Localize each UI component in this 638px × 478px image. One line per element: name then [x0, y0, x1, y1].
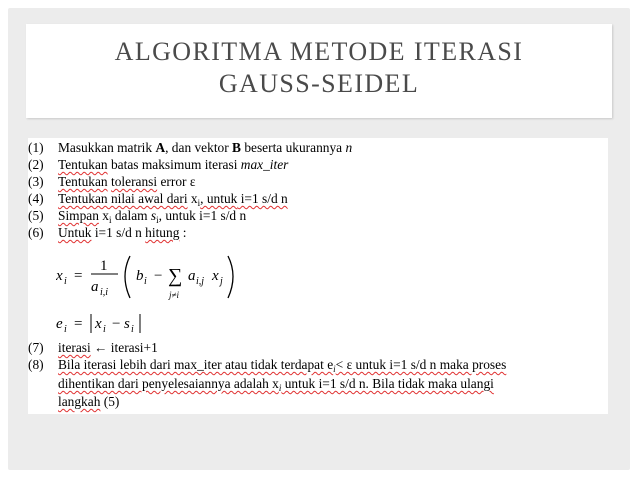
size-var: n: [345, 140, 353, 155]
max-iter-var: max_iter: [240, 157, 289, 172]
vector-label: B: [232, 140, 241, 155]
algorithm-image: (1) Masukkan matrik A, dan vektor B beserta ukurannya n (2) Tentukan batas maksimum iterasi max_iter (3) Tentukan toleransi error ε (4) Tentukan nilai awal dari $x_i$, untuk i=1 s/d n (5) Simpan $x_i$ dalam $s_i$, untuk i=1 s/d n (6) Untuk i=1 s/d n hitung : x i = 1 a i,i b i − ∑ j≠i a i,j x j e i = x i − s i (7) iterasi ← iterasi+1 (8) Bila iterasi lebih dari max_iter atau tidak terdapat $e_i< \varepsilon$ untuk i=1 s/d n maka proses dihentikan dari penyelesaiannya adalah $x_i$ untuk i=1 s/d n. Bila tidak maka ulangi langkah (5): [28, 138, 608, 414]
step-text-mid: , dan vektor: [165, 140, 233, 155]
formula-lhs: x: [56, 268, 63, 284]
svg-text:−: −: [154, 268, 163, 284]
svg-text:i: i: [103, 324, 106, 335]
step-number: (1): [28, 140, 44, 155]
svg-text:i,i: i,i: [100, 287, 109, 298]
step-number: (7): [28, 340, 44, 355]
step-word: toleransi: [111, 174, 158, 189]
svg-text:j: j: [220, 276, 223, 287]
title-line-1: ALGORITMA METODE ITERASI: [114, 37, 524, 66]
sum-symbol: ∑: [168, 265, 183, 287]
step-number: (8): [28, 357, 44, 372]
step-number: (3): [28, 174, 44, 189]
fraction-denominator: a: [91, 279, 99, 295]
step-number: (6): [28, 225, 44, 240]
svg-text:−: −: [112, 316, 121, 332]
svg-text:=: =: [74, 316, 83, 332]
step-number: (2): [28, 157, 44, 172]
slide: [8, 8, 630, 470]
svg-text:a: a: [188, 268, 196, 284]
svg-text:i: i: [64, 324, 67, 335]
step-text: Masukkan matrik: [58, 140, 156, 155]
svg-text:b: b: [136, 268, 144, 284]
step-word: Tentukan: [58, 157, 108, 172]
svg-text:i: i: [144, 276, 147, 287]
step-word: Simpan: [58, 208, 99, 223]
step-text: error ε: [157, 174, 196, 189]
step-word: iterasi: [58, 340, 91, 355]
svg-text:i: i: [131, 324, 134, 335]
step-text-end: beserta ukurannya: [240, 140, 346, 155]
slide-title: [26, 36, 612, 100]
svg-text:i,j: i,j: [196, 276, 205, 287]
title-box: [26, 24, 612, 118]
step-number: (5): [28, 208, 44, 223]
svg-text:=: =: [74, 268, 83, 284]
step-number: (4): [28, 191, 44, 206]
svg-text:s: s: [124, 316, 130, 332]
step-word: Tentukan nilai awal dari: [58, 191, 188, 206]
title-line-2: GAUSS-SEIDEL: [218, 69, 420, 98]
svg-text:x: x: [212, 268, 219, 284]
gauss-seidel-formula: [56, 242, 316, 342]
svg-text:j≠i: j≠i: [169, 290, 179, 300]
step-word: Tentukan: [58, 174, 108, 189]
svg-text:i: i: [64, 276, 67, 287]
matrix-label: A: [155, 140, 166, 155]
fraction-numerator: 1: [100, 258, 108, 274]
error-lhs: e: [56, 316, 63, 332]
svg-text:x: x: [95, 316, 102, 332]
step-word: Untuk: [58, 225, 92, 240]
step-text: batas maksimum iterasi: [107, 157, 241, 172]
